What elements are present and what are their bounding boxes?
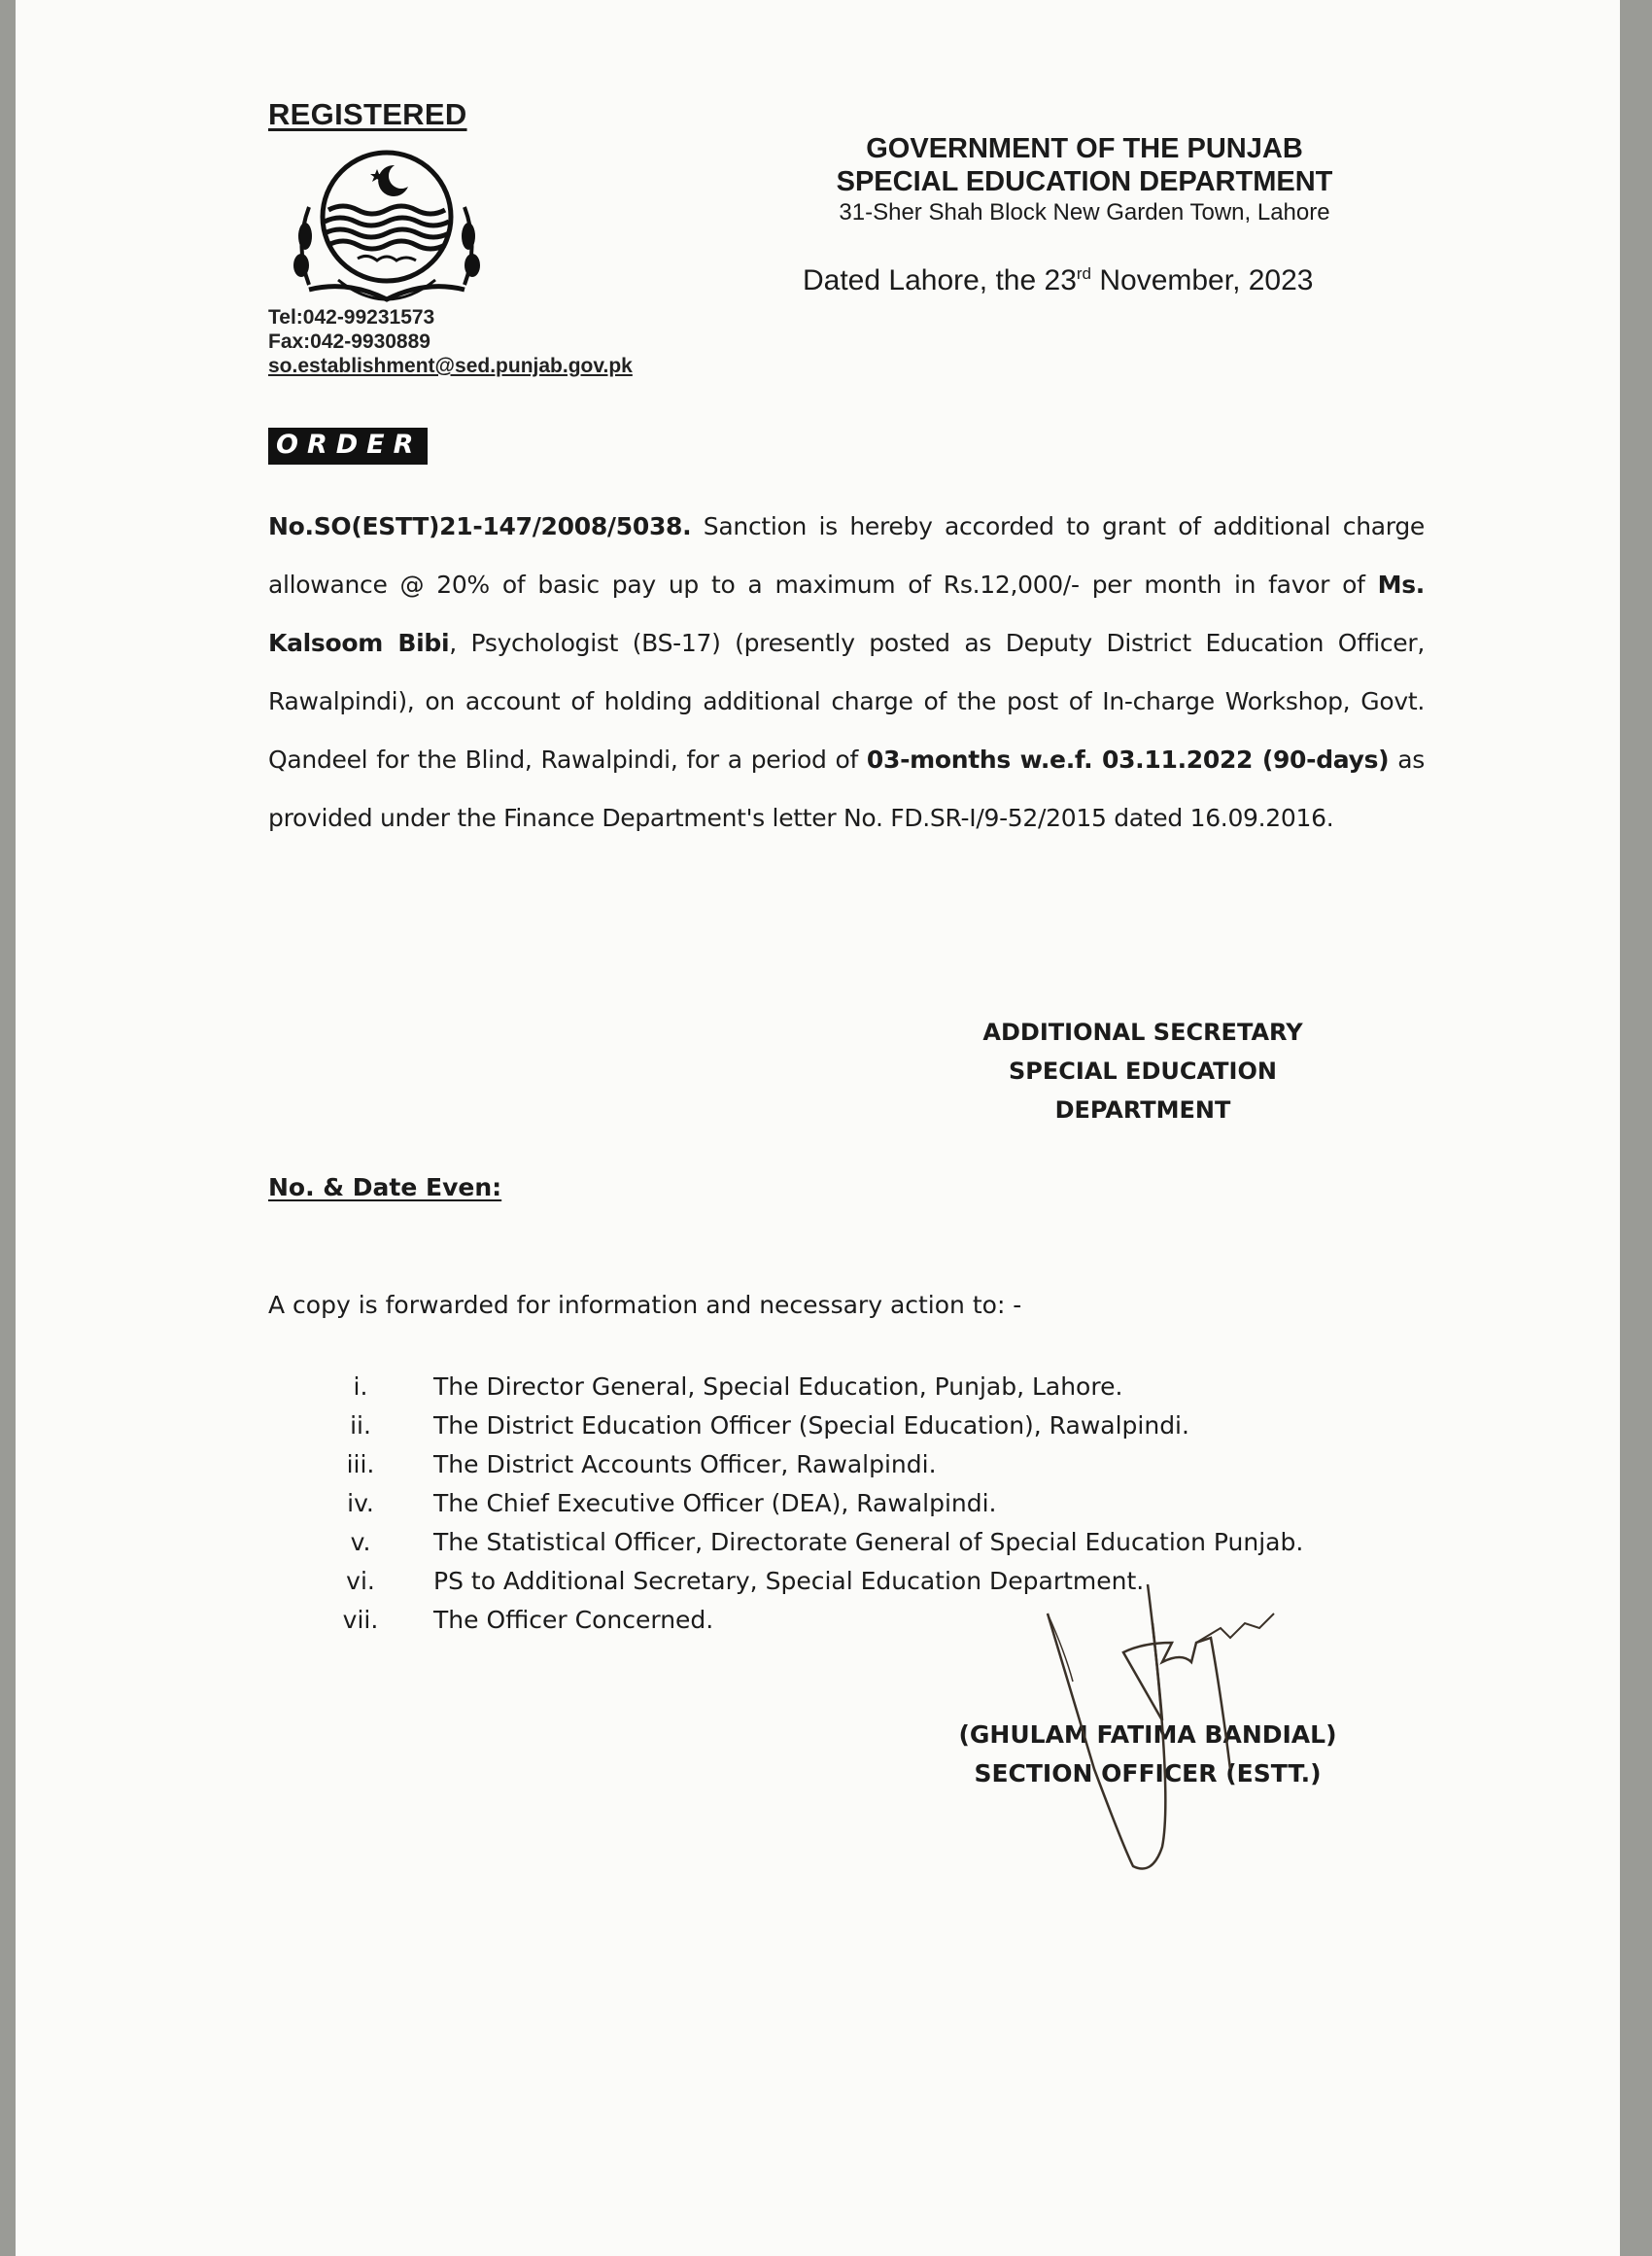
- dated-rest: November, 2023: [1091, 264, 1314, 296]
- authority-line-1: ADDITIONAL SECRETARY: [982, 1019, 1303, 1046]
- order-period: 03-months w.e.f. 03.11.2022 (90-days): [866, 746, 1390, 774]
- list-item: [336, 1523, 1405, 1562]
- endorsement-intro: A copy is forwarded for information and necessary action to: -: [268, 1291, 1022, 1319]
- list-text: The District Accounts Officer, Rawalpindi.: [433, 1450, 937, 1478]
- list-item: [336, 1562, 1405, 1601]
- list-number: i.: [353, 1372, 368, 1401]
- contact-block: [268, 305, 633, 378]
- list-text: The Officer Concerned.: [433, 1606, 714, 1634]
- order-text-3: as provided under the Finance Department's letter No. FD.SR-I/9-52/2015 dated 16.09.2016.: [268, 746, 1425, 832]
- order-body: [268, 498, 1425, 848]
- document-page: [16, 0, 1620, 2256]
- signatory-designation: SECTION OFFICER (ESTT.): [974, 1759, 1322, 1787]
- email-link[interactable]: so.establishment@sed.punjab.gov.pk: [268, 355, 633, 377]
- list-item: [336, 1406, 1405, 1445]
- order-text-1: Sanction is hereby accorded to grant of additional charge allowance @ 20% of basic pay up to a maximum of Rs.12,000/- per month in favor of: [268, 512, 1425, 599]
- punjab-emblem-icon: [280, 144, 494, 309]
- list-item: [336, 1368, 1405, 1406]
- order-number: No.SO(ESTT)21-147/2008/5038.: [268, 512, 692, 540]
- recipient-list: [336, 1368, 1405, 1640]
- department-address: 31-Sher Shah Block New Garden Town, Lahore: [839, 199, 1330, 226]
- letterhead: [783, 132, 1386, 227]
- authority-line-2: SPECIAL EDUCATION: [1009, 1058, 1277, 1085]
- signatory-block: [929, 1716, 1366, 1793]
- list-item: [336, 1484, 1405, 1523]
- registered-label: REGISTERED: [268, 97, 467, 131]
- beneficiary-name: Ms. Kalsoom Bibi: [268, 571, 1425, 657]
- fax-number: Fax:042-9930889: [268, 330, 430, 353]
- list-number: v.: [350, 1528, 371, 1556]
- dated-line: [803, 264, 1314, 297]
- list-number: vi.: [346, 1567, 375, 1595]
- list-number: ii.: [350, 1411, 371, 1440]
- tel-number: Tel:042-99231573: [268, 306, 435, 329]
- list-item: [336, 1601, 1405, 1640]
- authority-block: [948, 1013, 1337, 1129]
- dated-prefix: Dated Lahore, the 23: [803, 264, 1077, 296]
- list-number: iii.: [346, 1450, 375, 1478]
- dated-ordinal: rd: [1076, 264, 1092, 283]
- list-text: The District Education Officer (Special Education), Rawalpindi.: [433, 1411, 1189, 1440]
- government-title: GOVERNMENT OF THE PUNJAB: [866, 133, 1303, 164]
- endorsement-heading: No. & Date Even:: [268, 1173, 502, 1201]
- list-number: iv.: [347, 1489, 374, 1517]
- department-title: SPECIAL EDUCATION DEPARTMENT: [836, 166, 1333, 197]
- order-badge: ORDER: [268, 428, 428, 465]
- list-text: The Director General, Special Education, Punjab, Lahore.: [433, 1372, 1123, 1401]
- list-item: [336, 1445, 1405, 1484]
- list-text: The Statistical Officer, Directorate General of Special Education Punjab.: [433, 1528, 1304, 1556]
- authority-line-3: DEPARTMENT: [1054, 1096, 1231, 1124]
- signatory-name: (GHULAM FATIMA BANDIAL): [958, 1720, 1337, 1749]
- list-number: vii.: [342, 1606, 379, 1634]
- list-text: PS to Additional Secretary, Special Education Department.: [433, 1567, 1145, 1595]
- list-text: The Chief Executive Officer (DEA), Rawalpindi.: [433, 1489, 997, 1517]
- order-text-2: , Psychologist (BS-17) (presently posted as Deputy District Education Officer, Rawalpindi), on account of holding additional charge of the post of In-charge Workshop, Govt. Qandeel for the Blind, Rawalpindi, for a period of: [268, 629, 1425, 774]
